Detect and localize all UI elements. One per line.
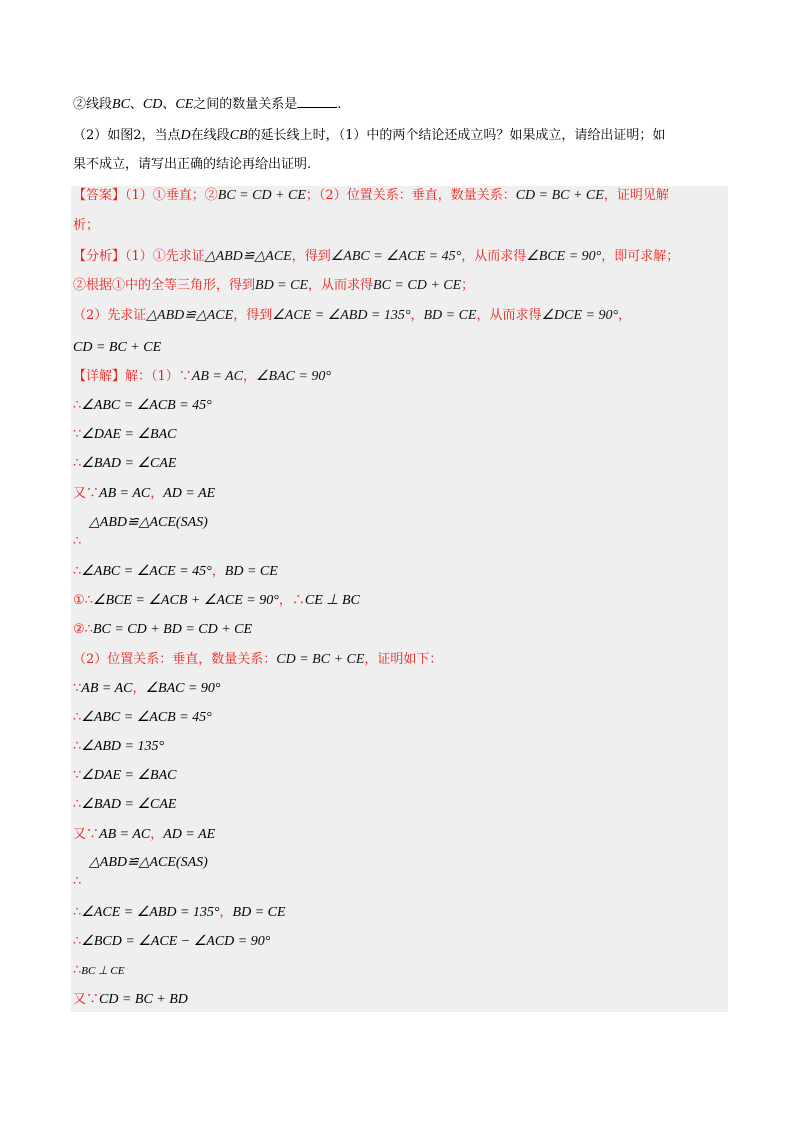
text: ，证明如下： <box>364 652 443 667</box>
math: ∠BAD = ∠CAE <box>81 456 177 471</box>
text: ， <box>242 369 256 384</box>
text: ； <box>461 278 475 293</box>
text: ，∴ <box>278 593 305 608</box>
answer-line-2 <box>73 216 99 236</box>
detail-line-4 <box>73 454 177 474</box>
therefore-symbol: ∴ <box>73 874 82 889</box>
detail-line-9 <box>73 620 252 640</box>
analysis-label: 【分析】 <box>73 249 126 264</box>
detail-label: 【详解】解：（1）∵ <box>73 369 192 384</box>
text: ，从而求得 <box>476 308 542 323</box>
detail2-line-11 <box>73 961 124 981</box>
math: ∠ACE = ∠ABD = 135° <box>81 905 220 920</box>
math: AB = AC <box>81 681 133 696</box>
math: BD = CE <box>255 278 309 293</box>
text: 果不成立，请写出正确的结论再给出证明. <box>73 157 312 172</box>
therefore-symbol: ∴ <box>73 934 82 949</box>
math: CE ⊥ BC <box>304 593 360 608</box>
text: ， <box>219 905 233 920</box>
math: △ABD≌△ACE(SAS) <box>89 515 208 530</box>
answer-line-1 <box>73 186 669 206</box>
detail2-line-10 <box>73 932 270 952</box>
text: 之间的数量关系是 <box>193 97 298 112</box>
detail2-line-12 <box>73 990 188 1010</box>
math: △ABD≌△ACE <box>204 249 292 264</box>
math: △ABD≌△ACE(SAS) <box>89 855 208 870</box>
math: AB = AC <box>191 369 243 384</box>
math: AB = AC <box>99 486 151 501</box>
math: ∠DCE = 90° <box>541 308 619 323</box>
math: BD = CE <box>232 905 286 920</box>
because-symbol: ∵ <box>73 768 82 783</box>
math: ∠ABD = 135° <box>81 739 165 754</box>
detail-line-8 <box>73 591 360 611</box>
because-symbol: ∵ <box>73 427 82 442</box>
math: BD = CE <box>423 308 477 323</box>
text: （2）如图2，当点 <box>73 128 181 143</box>
text: ；（2）位置关系：垂直，数量关系： <box>305 188 516 203</box>
detail2-line-9 <box>73 903 286 923</box>
question-line-1 <box>73 95 341 115</box>
detail2-line-5 <box>73 766 177 786</box>
detail2-line-3 <box>73 708 212 728</box>
therefore-symbol: ∴ <box>73 963 82 978</box>
question-line-3 <box>73 155 311 175</box>
text: ， <box>150 486 164 501</box>
math: ∠DAE = ∠BAC <box>81 427 177 442</box>
detail-line-1 <box>73 367 331 387</box>
text: ，得到 <box>233 308 273 323</box>
text: ， <box>132 681 146 696</box>
math: ∠ABC = ∠ACE = 45° <box>330 249 462 264</box>
math: BD = CE <box>224 564 278 579</box>
detail2-line-8 <box>73 853 208 873</box>
math: ∠ABC = ∠ACB = 45° <box>81 710 212 725</box>
analysis-line-3 <box>73 306 631 326</box>
again-because-symbol: 又∵ <box>73 486 100 501</box>
therefore-symbol: ∴ <box>73 534 82 549</box>
math: ∠BCD = ∠ACE − ∠ACD = 90° <box>81 934 271 949</box>
therefore-symbol: ∴ <box>73 564 82 579</box>
math: AB = AC <box>99 827 151 842</box>
math: ∠BAC = 90° <box>145 681 221 696</box>
question-line-2 <box>73 126 665 146</box>
text: . <box>337 97 342 112</box>
detail-line-7 <box>73 562 278 582</box>
analysis-line-1 <box>73 247 679 267</box>
detail-line-6-therefore <box>73 532 81 552</box>
text: ， <box>410 308 424 323</box>
math: ∠BCE = 90° <box>526 249 602 264</box>
math-d: D <box>180 128 191 143</box>
therefore-symbol: ∴ <box>73 797 82 812</box>
text: ，从而求得 <box>461 249 527 264</box>
text: （2）先求证 <box>73 308 147 323</box>
math: ∠ACE = ∠ABD = 135° <box>272 308 411 323</box>
math: ∠ABC = ∠ACB = 45° <box>81 398 212 413</box>
math: △ABD≌△ACE <box>146 308 234 323</box>
math: BC = CD + BD = CD + CE <box>92 622 253 637</box>
math: ∠BCE = ∠ACB + ∠ACE = 90° <box>92 593 279 608</box>
text: ②线段 <box>73 97 113 112</box>
text: 、 <box>162 97 176 112</box>
detail-line-5 <box>73 484 215 504</box>
math-bc: BC <box>112 97 130 112</box>
math: AD = AE <box>163 827 216 842</box>
detail-line-3 <box>73 425 177 445</box>
text: 在线段 <box>190 128 230 143</box>
math: CD = BC + CE <box>73 340 162 355</box>
text: ，即可求解； <box>601 249 680 264</box>
detail2-line-4 <box>73 737 164 757</box>
again-because-symbol: 又∵ <box>73 992 100 1007</box>
math: BC ⊥ CE <box>81 965 125 977</box>
text: ②∴ <box>73 622 93 637</box>
text: （2）位置关系：垂直，数量关系： <box>73 652 277 667</box>
text: 析； <box>73 218 100 233</box>
detail2-line-6 <box>73 795 177 815</box>
detail2-line-2 <box>73 679 221 699</box>
text: ，证明见解 <box>603 188 669 203</box>
math: AD = AE <box>163 486 216 501</box>
text: ①∴ <box>73 593 93 608</box>
text: （1）①垂直；② <box>125 188 218 203</box>
text: ②根据①中的全等三角形，得到 <box>73 278 256 293</box>
detail-line-2 <box>73 396 212 416</box>
math: CD = BC + BD <box>99 992 188 1007</box>
detail-line-6 <box>73 513 208 533</box>
therefore-symbol: ∴ <box>73 905 82 920</box>
detail2-line-8-therefore <box>73 872 81 892</box>
math: ∠DAE = ∠BAC <box>81 768 177 783</box>
analysis-line-2 <box>73 276 474 296</box>
math: CD = BC + CE <box>276 652 365 667</box>
text: ，得到 <box>291 249 331 264</box>
therefore-symbol: ∴ <box>73 739 82 754</box>
math: ∠BAD = ∠CAE <box>81 797 177 812</box>
detail2-line-1 <box>73 650 442 670</box>
math: BC = CD + CE <box>373 278 462 293</box>
detail2-line-7 <box>73 825 215 845</box>
answer-label: 【答案】 <box>73 188 126 203</box>
text: 、 <box>129 97 143 112</box>
math: CD = BC + CE <box>515 188 604 203</box>
text: 的延长线上时，（1）中的两个结论还成立吗？如果成立，请给出证明；如 <box>247 128 666 143</box>
math: ∠BAC = 90° <box>255 369 332 384</box>
analysis-line-4 <box>73 338 161 358</box>
math-cd: CD <box>142 97 163 112</box>
therefore-symbol: ∴ <box>73 398 82 413</box>
text: ， <box>150 827 164 842</box>
answer-blank <box>297 95 337 108</box>
therefore-symbol: ∴ <box>73 456 82 471</box>
again-because-symbol: 又∵ <box>73 827 100 842</box>
math-cb: CB <box>229 128 248 143</box>
text: ， <box>618 308 632 323</box>
text: （1）①先求证 <box>125 249 205 264</box>
text: ， <box>211 564 225 579</box>
therefore-symbol: ∴ <box>73 710 82 725</box>
math: BC = CD + CE <box>217 188 306 203</box>
text: ，从而求得 <box>308 278 374 293</box>
math-ce: CE <box>175 97 194 112</box>
math: ∠ABC = ∠ACE = 45° <box>81 564 212 579</box>
because-symbol: ∵ <box>73 681 82 696</box>
